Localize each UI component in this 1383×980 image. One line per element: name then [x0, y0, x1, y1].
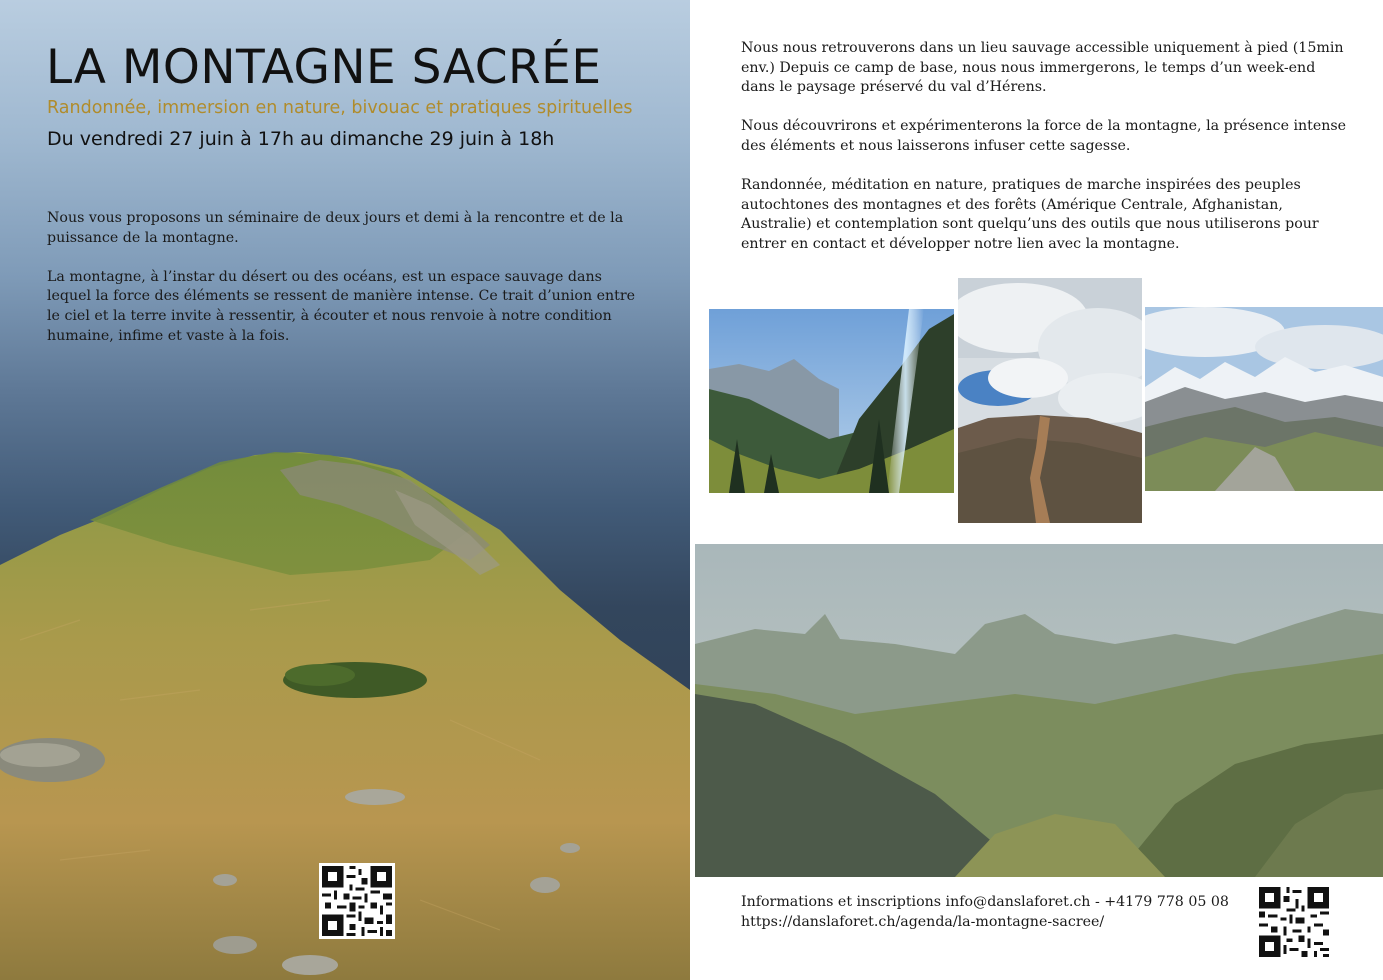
intro-paragraph: Nous vous proposons un séminaire de deux jours et demi à la rencontre et de la puissance de la montagne. — [47, 210, 624, 246]
forest-sunbeam-photo — [709, 309, 954, 493]
cover-panel — [0, 0, 690, 980]
description-paragraph: Randonnée, méditation en nature, pratiques de marche inspirées des peuples autochtones des montagnes et des forêts (Amérique Centrale, Afghanistan, Australie) et contemplation sont quelqu’uns des outils que nous utiliserons pour entrer en contact et développer notre lien avec la montagne. — [741, 177, 1319, 252]
alpine-peaks-photo — [1145, 307, 1383, 491]
contact-info — [741, 893, 1241, 932]
event-dates: Du vendredi 27 juin à 17h au dimanche 29 juin à 18h — [47, 128, 555, 150]
flyer-subtitle: Randonnée, immersion en nature, bivouac et pratiques spirituelles — [47, 98, 633, 118]
event-url-link[interactable]: https://danslaforet.ch/agenda/la-montagne-sacree/ — [741, 913, 1105, 930]
intro-paragraph: La montagne, à l’instar du désert ou des océans, est un espace sauvage dans lequel la force des éléments se ressent de manière intense. Ce trait d’union entre le ciel et la terre invite à ressentir, à écouter et nous renvoie à notre condition humaine, infime et vaste à la fois. — [47, 268, 635, 344]
description-text — [741, 39, 1351, 274]
description-paragraph: Nous nous retrouverons dans un lieu sauvage accessible uniquement à pied (15min env.) Depuis ce camp de base, nous nous immergerons, le temps d’un week-end dans le paysage préservé du val d’Hérens. — [741, 40, 1344, 96]
qr-code[interactable] — [319, 863, 395, 939]
qr-code[interactable] — [1256, 884, 1332, 960]
contact-line: Informations et inscriptions info@danslaforet.ch - +4179 778 05 08 — [741, 894, 1229, 910]
flyer-title: LA MONTAGNE SACRÉE — [46, 40, 602, 95]
intro-text — [47, 209, 647, 366]
valley-panorama-photo — [695, 544, 1383, 877]
description-paragraph: Nous découvrirons et expérimenterons la force de la montagne, la présence intense des éléments et nous laisserons infuser cette sagesse. — [741, 118, 1347, 154]
trail-clouds-photo — [958, 278, 1142, 523]
